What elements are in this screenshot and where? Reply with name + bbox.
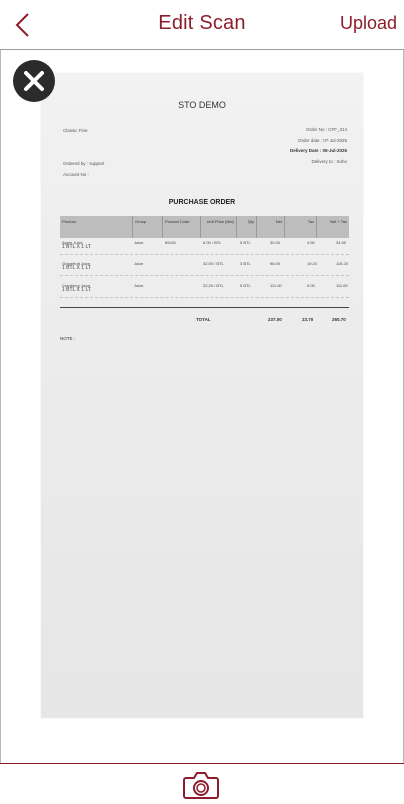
- page-title: Edit Scan: [158, 12, 246, 34]
- table-divider: [60, 307, 349, 308]
- cell-net-tax: 34.50: [336, 240, 347, 245]
- col-net-tax: Net + Tax: [316, 216, 349, 238]
- col-net: Net: [256, 216, 284, 238]
- cell-product: Apple Juice: [62, 240, 83, 245]
- upload-button[interactable]: Upload: [339, 13, 397, 33]
- table-row: [60, 281, 349, 298]
- cell-product: Grapefruit Juice: [62, 261, 91, 266]
- table-row: [60, 259, 349, 276]
- cell-qty: 3 BTL: [240, 261, 251, 266]
- table-row: [60, 238, 349, 255]
- cell-tax: 0.00: [307, 283, 315, 288]
- total-tax: 23.70: [302, 317, 314, 322]
- table-header: [60, 216, 349, 238]
- cell-product: Cranberry Juice: [62, 283, 91, 288]
- scanned-document: [41, 73, 363, 718]
- cell-tax: 19.20: [307, 261, 318, 266]
- cell-qty: 5 BTL: [240, 283, 251, 288]
- note-label: NOTE :: [60, 336, 76, 341]
- col-unit-price: Unit Price (Net): [200, 216, 236, 238]
- cell-net-tax: 111.00: [336, 283, 348, 288]
- doc-supplier: Classic Fine: [63, 128, 88, 133]
- col-product-code: Product Code: [162, 216, 200, 238]
- close-icon[interactable]: [13, 60, 55, 102]
- doc-delivery-to: Delivery to : Soho: [311, 159, 347, 164]
- cell-group: Juice: [134, 261, 144, 266]
- col-group: Group: [132, 216, 162, 238]
- col-qty: Qty: [236, 216, 256, 238]
- cell-net: 30.00: [270, 240, 281, 245]
- cell-price: 32.00 / BTL: [203, 261, 224, 266]
- cell-net: 111.00: [270, 283, 282, 288]
- cell-net-tax: 115.20: [336, 261, 348, 266]
- document-title: STO DEMO: [178, 100, 226, 110]
- cell-price: 22.20 / BTL: [203, 283, 224, 288]
- cell-size: 1 BTL X 1 LT: [62, 244, 91, 250]
- doc-account-no: Account No :: [63, 172, 89, 177]
- cell-net: 96.00: [270, 261, 281, 266]
- col-tax: Tax: [284, 216, 316, 238]
- cell-group: Juice: [134, 283, 144, 288]
- col-product: Product: [62, 219, 76, 224]
- doc-delivery-date: Delivery Date : 09-Jul-2025: [289, 148, 347, 153]
- table-total-row: [60, 313, 349, 333]
- top-navigation-bar: [0, 0, 404, 50]
- bottom-toolbar: [0, 763, 404, 804]
- cell-price: 6.00 / BTL: [203, 240, 222, 245]
- total-label: TOTAL: [196, 317, 211, 322]
- cell-qty: 5 BTL: [240, 240, 251, 245]
- doc-order-date: Order date : 07-Jul-2025: [297, 138, 347, 143]
- doc-order-no: Order No : CFF_314: [305, 127, 347, 132]
- cell-group: Juice: [134, 240, 144, 245]
- cell-size: 1 BTL X 1 LT: [62, 287, 91, 293]
- doc-ordered-by: Ordered by : support: [63, 161, 105, 166]
- cell-code: 65431: [165, 240, 177, 245]
- camera-icon[interactable]: [181, 769, 221, 801]
- cell-tax: 4.50: [307, 240, 315, 245]
- purchase-order-title: PURCHASE ORDER: [168, 199, 236, 206]
- total-net: 237.00: [268, 317, 282, 322]
- total-net-tax: 260.70: [332, 317, 346, 322]
- cell-size: 1 BTL X 1 LT: [62, 265, 91, 271]
